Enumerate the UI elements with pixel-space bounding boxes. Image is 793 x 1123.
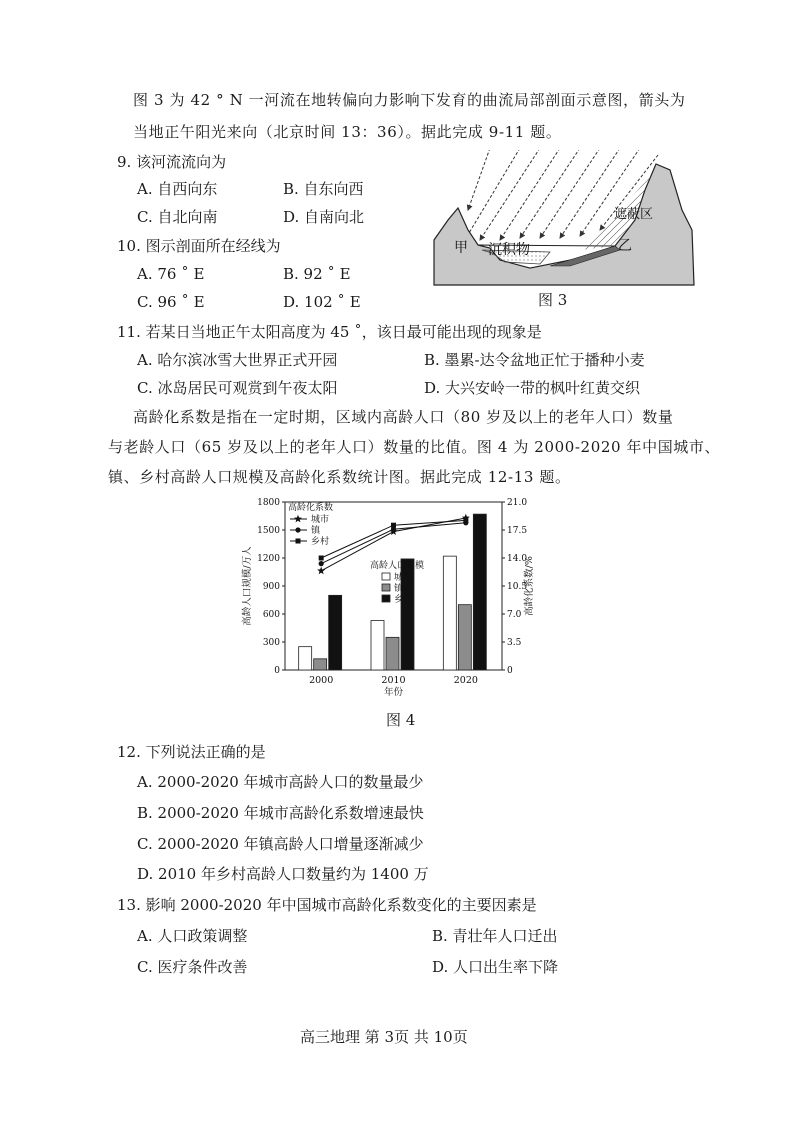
y2-axis-label: 高龄化系数/% [524,556,535,616]
q12-option-d: D. 2010 年乡村高龄人口数量约为 1400 万 [137,865,429,883]
point-城市-2000 [317,567,325,575]
q10-option-c: C. 96 ˚ E [137,293,205,311]
bar-legend-label: 乡村 [394,595,413,605]
line-legend-label: 城市 [311,515,330,525]
intro12-line3: 镇、乡村高龄人口规模及高龄化系数统计图。据此完成 12-13 题。 [108,468,571,486]
line-legend-marker [296,539,301,544]
x-axis-label: 年份 [383,687,404,697]
x-tick-label: 2000 [309,675,334,686]
q12-option-b: B. 2000-2020 年城市高龄化系数增速最快 [137,804,424,822]
point-镇-2000 [319,561,324,566]
q13-option-b: B. 青壮年人口迁出 [432,927,558,945]
bar-legend-swatch [382,573,390,580]
q9-option-c: C. 自北向南 [137,208,218,226]
q11-stem: 11. 若某日当地正午太阳高度为 45 ˚，该日最可能出现的现象是 [117,323,542,341]
label-shadow-zone: 遮蔽区 [614,207,654,222]
q11-option-d: D. 大兴安岭一带的枫叶红黄交织 [424,379,641,397]
y-tick-label: 0 [274,666,280,676]
y2-tick-label: 14.0 [507,554,528,564]
bar-镇-2000 [314,659,327,670]
q10-option-b: B. 92 ˚ E [283,265,351,283]
bar-legend-swatch [382,595,390,602]
y2-tick-label: 3.5 [507,638,522,648]
y-axis-label: 高龄人口规模/万人 [242,546,253,626]
q13-option-c: C. 医疗条件改善 [137,958,248,976]
point-乡村-2000 [319,556,324,561]
point-乡村-2020 [463,518,468,523]
line-legend-label: 镇 [311,526,321,536]
label-yi: 乙 [618,238,632,254]
bar-legend-title: 高龄人口规模 [370,561,425,571]
figure-3-river-profile [430,150,698,290]
q11-option-b: B. 墨累-达令盆地正忙于播种小麦 [424,351,645,369]
q9-stem: 9. 该河流流向为 [117,153,227,171]
bar-乡村-2020 [473,514,486,670]
bar-镇-2020 [458,605,471,670]
line-legend-label: 乡村 [311,537,330,547]
q12-option-a: A. 2000-2020 年城市高龄人口的数量最少 [137,773,424,791]
q12-option-c: C. 2000-2020 年镇高龄人口增量逐渐减少 [137,835,424,853]
bar-镇-2010 [386,637,399,670]
point-乡村-2010 [391,523,396,528]
x-tick-label: 2020 [453,675,478,686]
y2-tick-label: 7.0 [507,610,522,620]
line-legend-marker [295,527,300,532]
line-legend-marker [294,515,302,523]
q11-option-a: A. 哈尔滨冰雪大世界正式开园 [137,351,338,369]
bar-legend-swatch [382,584,390,591]
y-tick-label: 300 [262,638,280,648]
x-tick-label: 2010 [381,675,406,686]
y-tick-label: 600 [262,610,280,620]
q10-option-d: D. 102 ˚ E [283,293,361,311]
intro3-line1: 图 3 为 42 ° N 一河流在地转偏向力影响下发育的曲流局部剖面示意图，箭头为 [133,91,686,109]
label-jia: 甲 [454,240,468,256]
q9-option-b: B. 自东向西 [283,180,364,198]
figure-3-caption: 图 3 [538,291,568,309]
bar-legend-label: 城市 [394,573,413,583]
bar-城市-2010 [371,621,384,670]
line-legend-title: 高龄化系数 [288,503,334,513]
figure-4-caption: 图 4 [386,711,416,729]
y2-tick-label: 17.5 [507,526,528,536]
terrain-cross-section [434,164,694,285]
intro3-line2: 当地正午阳光来向（北京时间 13：36）。据此完成 9-11 题。 [133,123,562,141]
bar-legend-label: 镇 [394,584,404,594]
q13-stem: 13. 影响 2000-2020 年中国城市高龄化系数变化的主要因素是 [117,896,537,914]
bar-城市-2000 [299,647,312,670]
y-tick-label: 900 [262,582,280,592]
figure-4-chart [240,492,560,697]
label-sediment: 沉积物 [488,242,530,258]
intro12-line1: 高龄化系数是指在一定时期，区域内高龄人口（80 岁及以上的老年人口）数量 [133,408,674,426]
y-tick-label: 1200 [257,554,280,564]
q10-stem: 10. 图示剖面所在经线为 [117,237,281,255]
y2-tick-label: 10.5 [507,582,528,592]
intro12-line2: 与老龄人口（65 岁及以上的老年人口）数量的比值。图 4 为 2000-2020 年中国城市、 [108,438,721,456]
q13-option-a: A. 人口政策调整 [137,927,248,945]
bar-城市-2020 [443,556,456,670]
q12-stem: 12. 下列说法正确的是 [117,743,266,761]
q11-option-c: C. 冰岛居民可观赏到午夜太阳 [137,379,338,397]
q13-option-d: D. 人口出生率下降 [432,958,559,976]
bar-乡村-2000 [329,595,342,670]
q9-option-a: A. 自西向东 [137,180,218,198]
y-tick-label: 1500 [257,526,280,536]
y-tick-label: 1800 [257,498,280,508]
q9-option-d: D. 自南向北 [283,208,365,226]
q10-option-a: A. 76 ˚ E [137,265,205,283]
y2-tick-label: 0 [507,666,513,676]
y2-tick-label: 21.0 [507,498,528,508]
page-footer: 高三地理 第 3页 共 10页 [300,1028,468,1046]
